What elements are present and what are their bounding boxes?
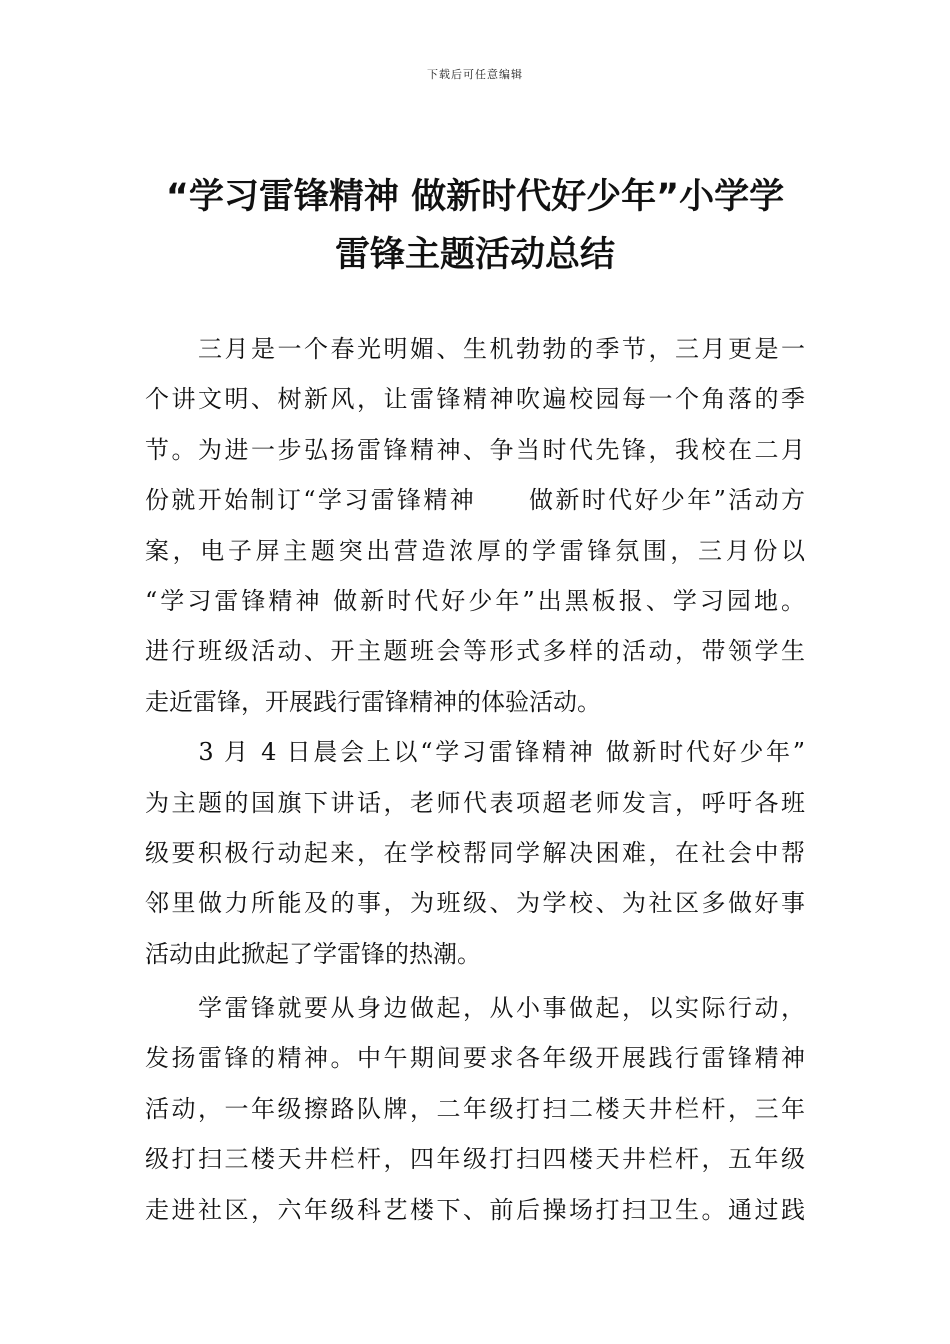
- text-line: 为主题的国旗下讲话，老师代表项超老师发言，呼吁各班: [145, 788, 805, 817]
- document-title: [145, 168, 805, 284]
- text-line: 级要积极行动起来，在学校帮同学解决困难，在社会中帮: [145, 838, 805, 867]
- text-line: “学习雷锋精神 做新时代好少年”出黑板报、学习园地。: [145, 586, 805, 615]
- title-line: 雷锋主题活动总结: [334, 235, 615, 275]
- paragraph: [145, 983, 805, 1235]
- text-line: 邻里做力所能及的事，为班级、为学校、为社区多做好事: [145, 889, 805, 918]
- paragraph: [145, 324, 805, 727]
- text-line: 案，电子屏主题突出营造浓厚的学雷锋氛围，三月份以: [145, 536, 805, 565]
- text-line: 走进社区，六年级科艺楼下、前后操场打扫卫生。通过践: [145, 1195, 805, 1224]
- page-header-note: 下载后可任意编辑: [427, 68, 523, 81]
- text-line: 个讲文明、树新风，让雷锋精神吹遍校园每一个角落的季: [145, 385, 805, 414]
- text-line: 份就开始制订“学习雷锋精神 做新时代好少年”活动方: [145, 486, 805, 515]
- text-line: 学雷锋就要从身边做起，从小事做起，以实际行动，: [145, 994, 805, 1023]
- text-line: 3 月 4 日晨会上以“学习雷锋精神 做新时代好少年”: [145, 738, 805, 767]
- text-line: 活动由此掀起了学雷锋的热潮。: [145, 939, 481, 968]
- text-line: 节。为进一步弘扬雷锋精神、争当时代先锋，我校在二月: [145, 435, 805, 464]
- text-line: 三月是一个春光明媚、生机勃勃的季节，三月更是一: [145, 335, 805, 363]
- paragraph: [145, 727, 805, 979]
- text-line: 级打扫三楼天井栏杆，四年级打扫四楼天井栏杆，五年级: [145, 1145, 805, 1174]
- text-line: 走近雷锋，开展践行雷锋精神的体验活动。: [145, 687, 601, 716]
- document-body: [145, 324, 805, 1235]
- text-line: 发扬雷锋的精神。中午期间要求各年级开展践行雷锋精神: [145, 1044, 805, 1073]
- text-line: 进行班级活动、开主题班会等形式多样的活动，带领学生: [145, 637, 805, 666]
- title-line: “学习雷锋精神 做新时代好少年”小学学: [165, 177, 785, 217]
- text-line: 活动，一年级擦路队牌，二年级打扫二楼天井栏杆，三年: [145, 1094, 805, 1123]
